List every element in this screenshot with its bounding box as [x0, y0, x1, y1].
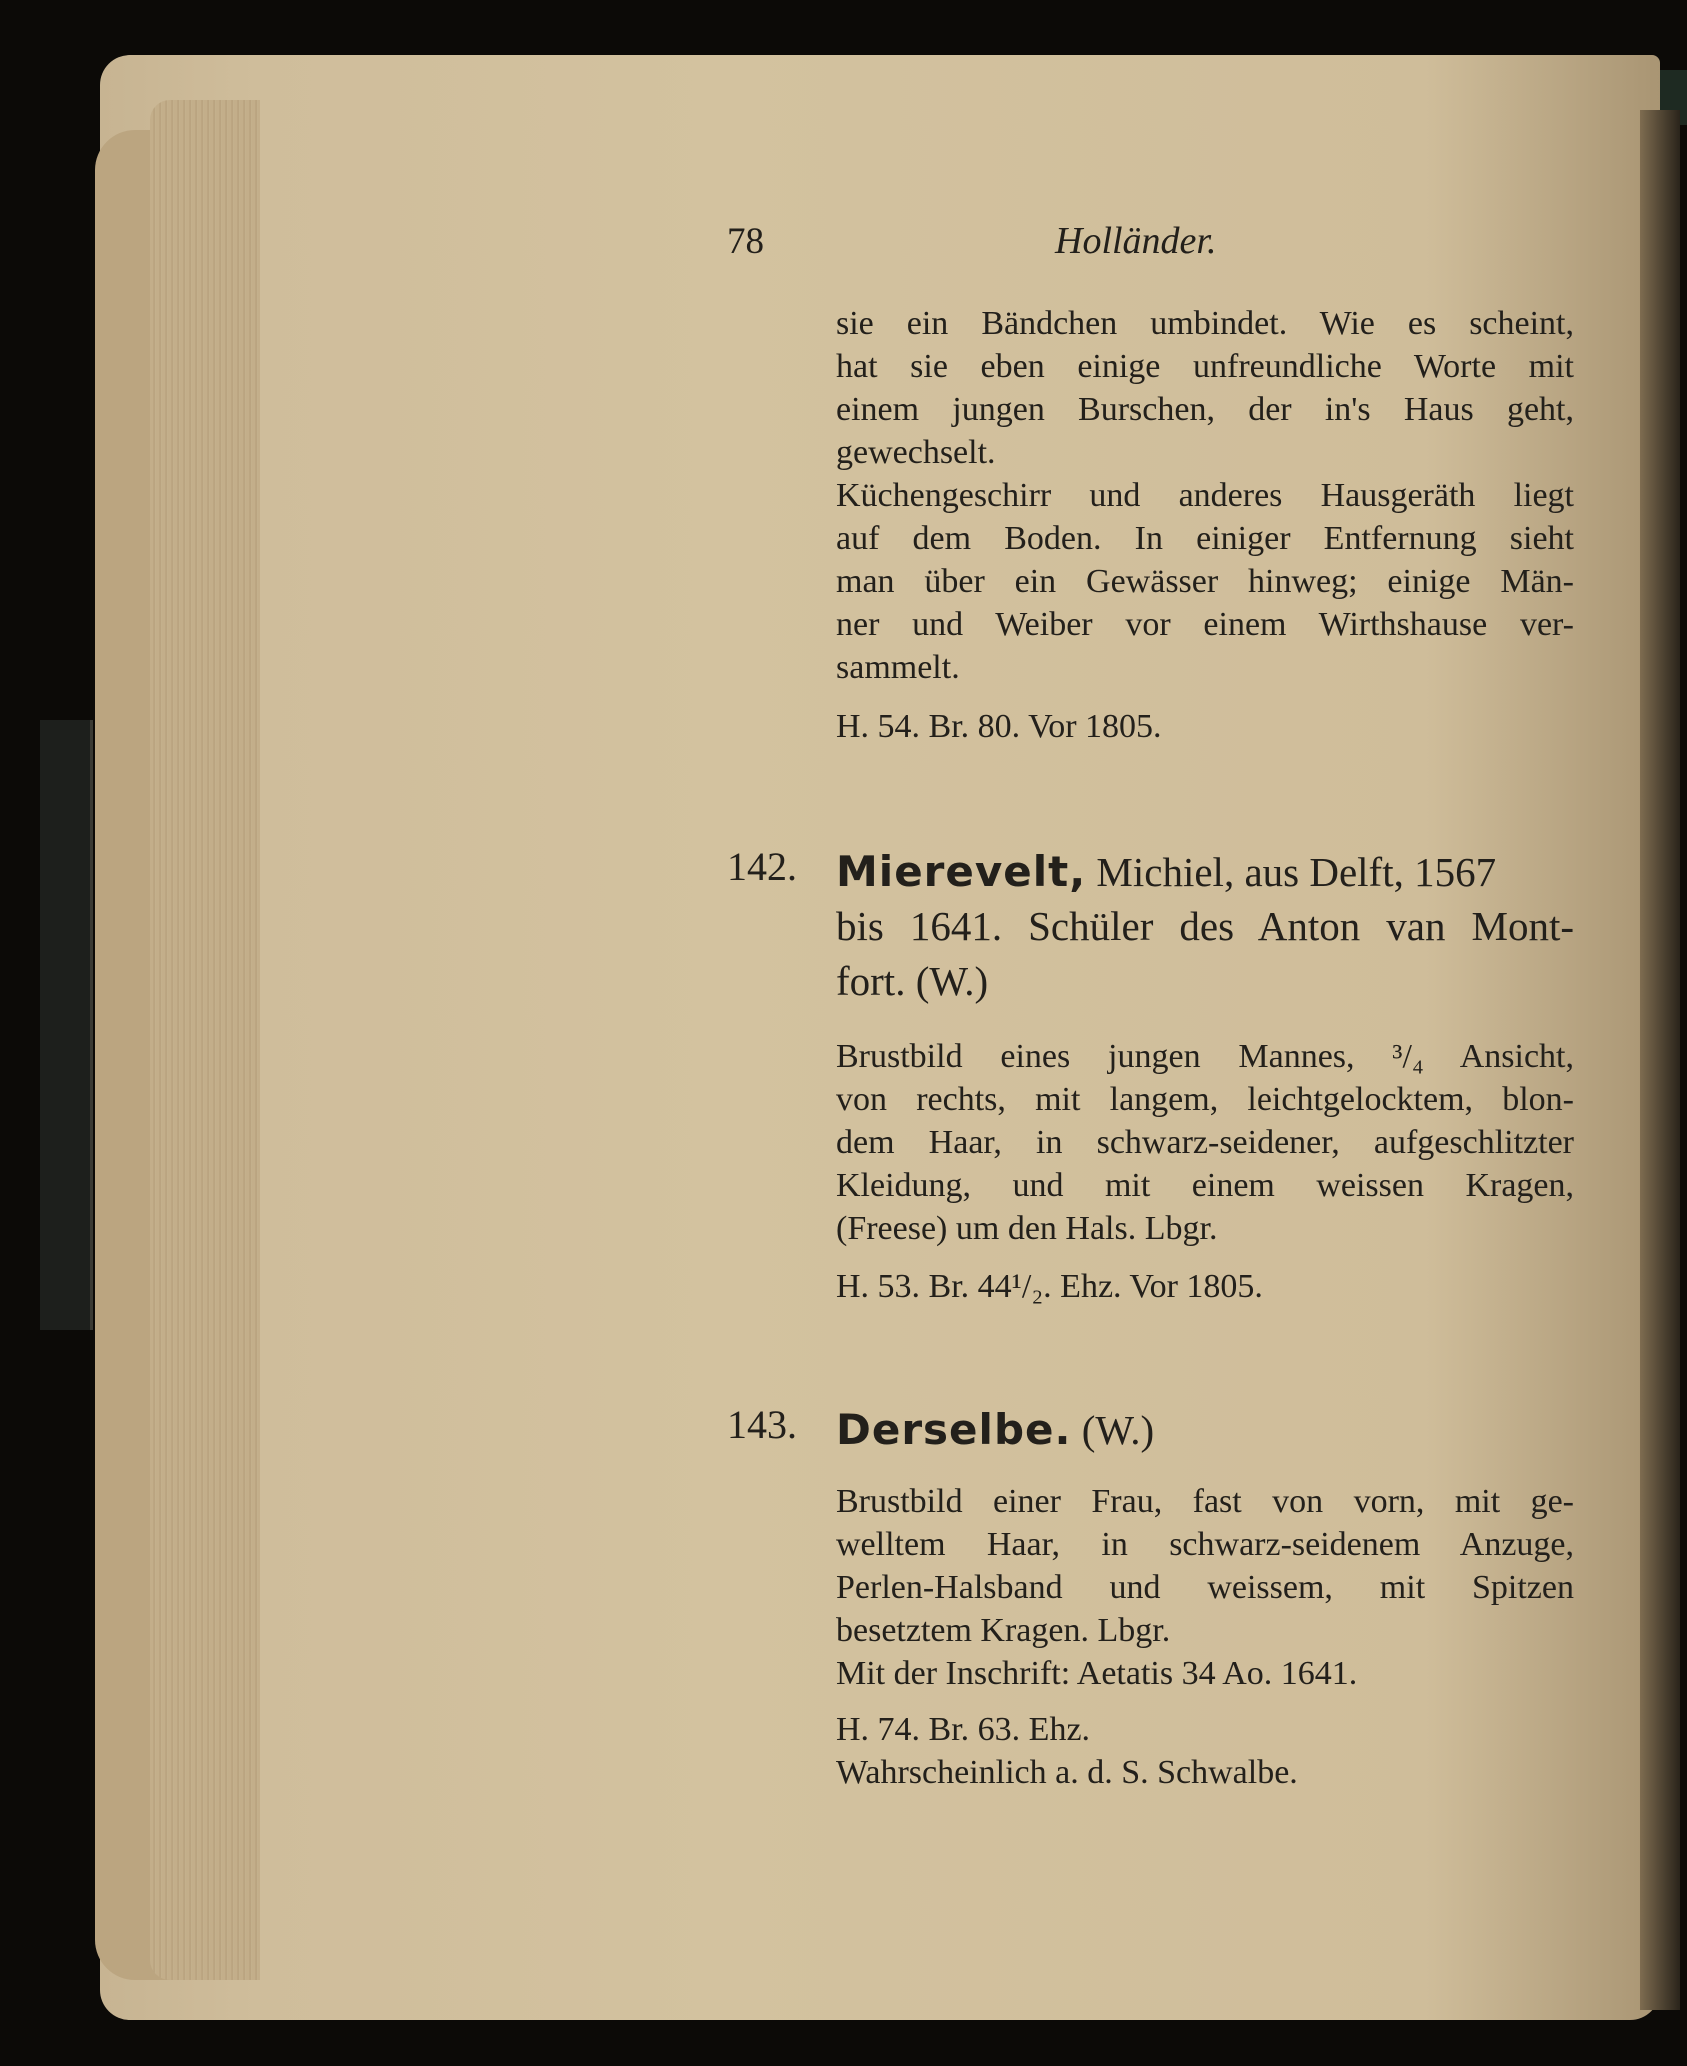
artist-name-mierevelt: Mierevelt,	[836, 847, 1087, 896]
running-title: Holländer.	[1055, 220, 1217, 262]
intro-line: ner und Weiber vor einem Wirthshause ver-	[836, 606, 1574, 643]
entry-142-heading-line: bis 1641. Schüler des Anton van Mont-	[836, 903, 1574, 949]
entry-142-heading-line	[836, 845, 1496, 899]
intro-line: gewechselt.	[836, 434, 996, 471]
entry-143-line: welltem Haar, in schwarz-seidenem Anzuge,	[836, 1526, 1574, 1563]
intro-line: sammelt.	[836, 649, 960, 686]
entry-142-line: (Freese) um den Hals. Lbgr.	[836, 1210, 1218, 1247]
page-number: 78	[727, 221, 764, 262]
entry-143-line: Perlen-Halsband und weissem, mit Spitzen	[836, 1569, 1574, 1606]
entry-number-143: 143.	[727, 1402, 797, 1447]
artist-details: Michiel, aus Delft, 1567	[1096, 849, 1497, 895]
entry-142-line: von rechts, mit langem, leichtgelocktem, blon-	[836, 1081, 1574, 1118]
artist-name-derselbe: Derselbe.	[836, 1405, 1072, 1454]
page-stack	[150, 100, 260, 1980]
entry-143-line: besetztem Kragen. Lbgr.	[836, 1612, 1171, 1649]
intro-line: Küchengeschirr und anderes Hausgeräth liegt	[836, 477, 1574, 514]
page-gutter	[1640, 110, 1680, 2010]
intro-line: man über ein Gewässer hinweg; einige Män-	[836, 563, 1574, 600]
intro-measure: H. 54. Br. 80. Vor 1805.	[836, 708, 1162, 745]
entry-142-measure: H. 53. Br. 44¹/₂. Ehz. Vor 1805.	[836, 1268, 1263, 1305]
entry-143-suffix: (W.)	[1081, 1407, 1155, 1453]
entry-142-line: dem Haar, in schwarz-seidener, aufgeschlitzter	[836, 1124, 1574, 1161]
intro-line: sie ein Bändchen umbindet. Wie es scheint,	[836, 305, 1574, 342]
entry-142-line: Kleidung, und mit einem weissen Kragen,	[836, 1167, 1574, 1204]
entry-143-line: Brustbild einer Frau, fast von vorn, mit ge-	[836, 1483, 1574, 1520]
intro-line: auf dem Boden. In einiger Entfernung sieht	[836, 520, 1574, 557]
entry-142-line: Brustbild eines jungen Mannes, ³/₄ Ansicht,	[836, 1038, 1574, 1075]
book-spine	[40, 720, 93, 1330]
entry-143-note: Wahrscheinlich a. d. S. Schwalbe.	[836, 1754, 1298, 1791]
entry-143-inscription: Mit der Inschrift: Aetatis 34 Ao. 1641.	[836, 1655, 1358, 1692]
intro-line: hat sie eben einige unfreundliche Worte mit	[836, 348, 1574, 385]
entry-143-heading-line	[836, 1403, 1154, 1457]
intro-line: einem jungen Burschen, der in's Haus geht,	[836, 391, 1574, 428]
entry-143-measure: H. 74. Br. 63. Ehz.	[836, 1711, 1091, 1748]
entry-number-142: 142.	[727, 844, 797, 889]
entry-142-heading-line: fort. (W.)	[836, 958, 989, 1004]
